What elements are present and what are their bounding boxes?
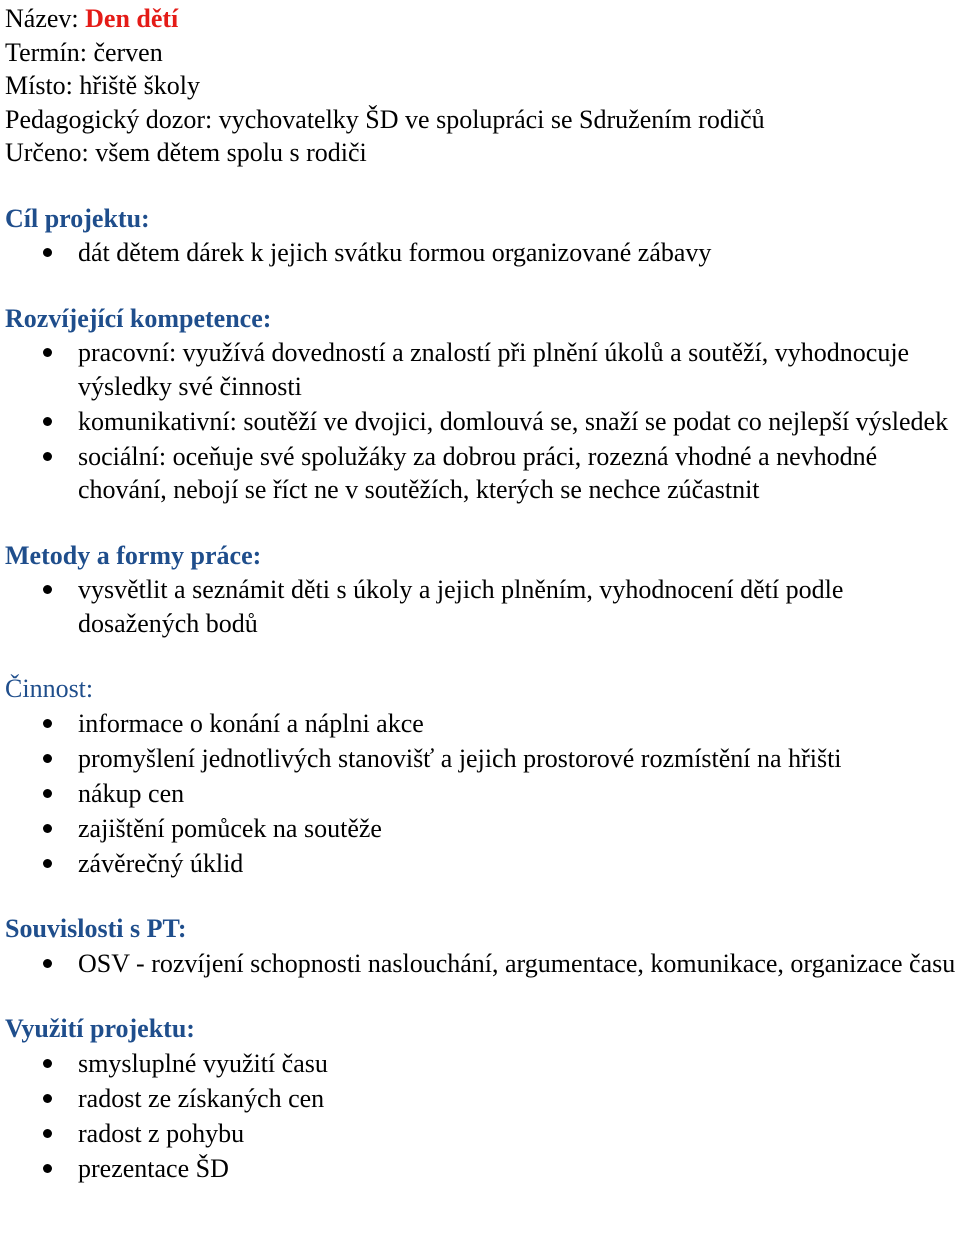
bullet-icon <box>43 348 52 357</box>
usage-heading: Využití projektu: <box>5 1014 195 1043</box>
bullet-icon <box>43 959 52 968</box>
activity-heading: Činnost: <box>5 674 94 703</box>
competences-list <box>5 336 960 507</box>
list-item: informace o konání a náplni akce <box>5 707 960 741</box>
supervision-label: Pedagogický dozor: <box>5 104 213 134</box>
bullet-icon <box>43 248 52 257</box>
activity-list <box>5 707 960 881</box>
bullet-icon <box>43 824 52 833</box>
bullet-icon <box>43 789 52 798</box>
methods-heading: Metody a formy práce: <box>5 540 262 570</box>
list-item: pracovní: využívá dovedností a znalostí při plnění úkolů a soutěží, vyhodnocuje výsledky své činnosti <box>5 336 960 403</box>
term-line <box>5 36 960 70</box>
place-line <box>5 69 960 103</box>
title-label: Název: <box>5 4 79 33</box>
audience-line <box>5 136 960 170</box>
methods-list <box>5 573 960 640</box>
list-item: OSV - rozvíjení schopnosti naslouchání, argumentace, komunikace, organizace času <box>5 947 960 981</box>
bullet-icon <box>43 1094 52 1103</box>
bullet-icon <box>43 585 52 594</box>
place-label: Místo: <box>5 71 73 100</box>
connections-heading: Souvislosti s PT: <box>5 914 187 943</box>
list-item: vysvětlit a seznámit děti s úkoly a jejich plněním, vyhodnocení dětí podle dosažených bodů <box>5 573 960 640</box>
bullet-icon <box>43 417 52 426</box>
list-item: závěrečný úklid <box>5 847 960 881</box>
bullet-icon <box>43 452 52 461</box>
bullet-icon <box>43 1129 52 1138</box>
list-item: komunikativní: soutěží ve dvojici, domlouvá se, snaží se podat co nejlepší výsledek <box>5 405 960 439</box>
supervision-line <box>5 103 960 137</box>
connections-list <box>5 947 960 981</box>
list-item: dát dětem dárek k jejich svátku formou organizované zábavy <box>5 236 960 270</box>
project-title: Den dětí <box>85 4 179 33</box>
list-item: sociální: oceňuje své spolužáky za dobrou práci, rozezná vhodné a nevhodné chování, nebojí se říct ne v soutěžích, kterých se nechce zúčastnit <box>5 440 960 507</box>
list-item: smysluplné využití času <box>5 1047 960 1081</box>
usage-list <box>5 1047 960 1186</box>
bullet-icon <box>43 1164 52 1173</box>
list-item: promyšlení jednotlivých stanovišť a jejich prostorové rozmístění na hřišti <box>5 742 960 776</box>
title-line <box>5 2 960 36</box>
list-item: zajištění pomůcek na soutěže <box>5 812 960 846</box>
list-item: prezentace ŠD <box>5 1152 960 1186</box>
audience-label: Určeno: <box>5 138 89 167</box>
supervision-value: vychovatelky ŠD ve spolupráci se Sdružením rodičů <box>218 104 765 134</box>
term-value: červen <box>93 37 163 67</box>
list-item: radost ze získaných cen <box>5 1082 960 1116</box>
bullet-icon <box>43 719 52 728</box>
bullet-icon <box>43 754 52 763</box>
bullet-icon <box>43 1059 52 1068</box>
audience-value: všem dětem spolu s rodiči <box>95 138 367 167</box>
goal-heading: Cíl projektu: <box>5 203 150 233</box>
place-value: hřiště školy <box>79 71 201 100</box>
bullet-icon <box>43 859 52 868</box>
list-item: nákup cen <box>5 777 960 811</box>
term-label: Termín: <box>5 37 87 67</box>
list-item: radost z pohybu <box>5 1117 960 1151</box>
goal-list <box>5 236 960 270</box>
competences-heading: Rozvíjející kompetence: <box>5 303 272 333</box>
